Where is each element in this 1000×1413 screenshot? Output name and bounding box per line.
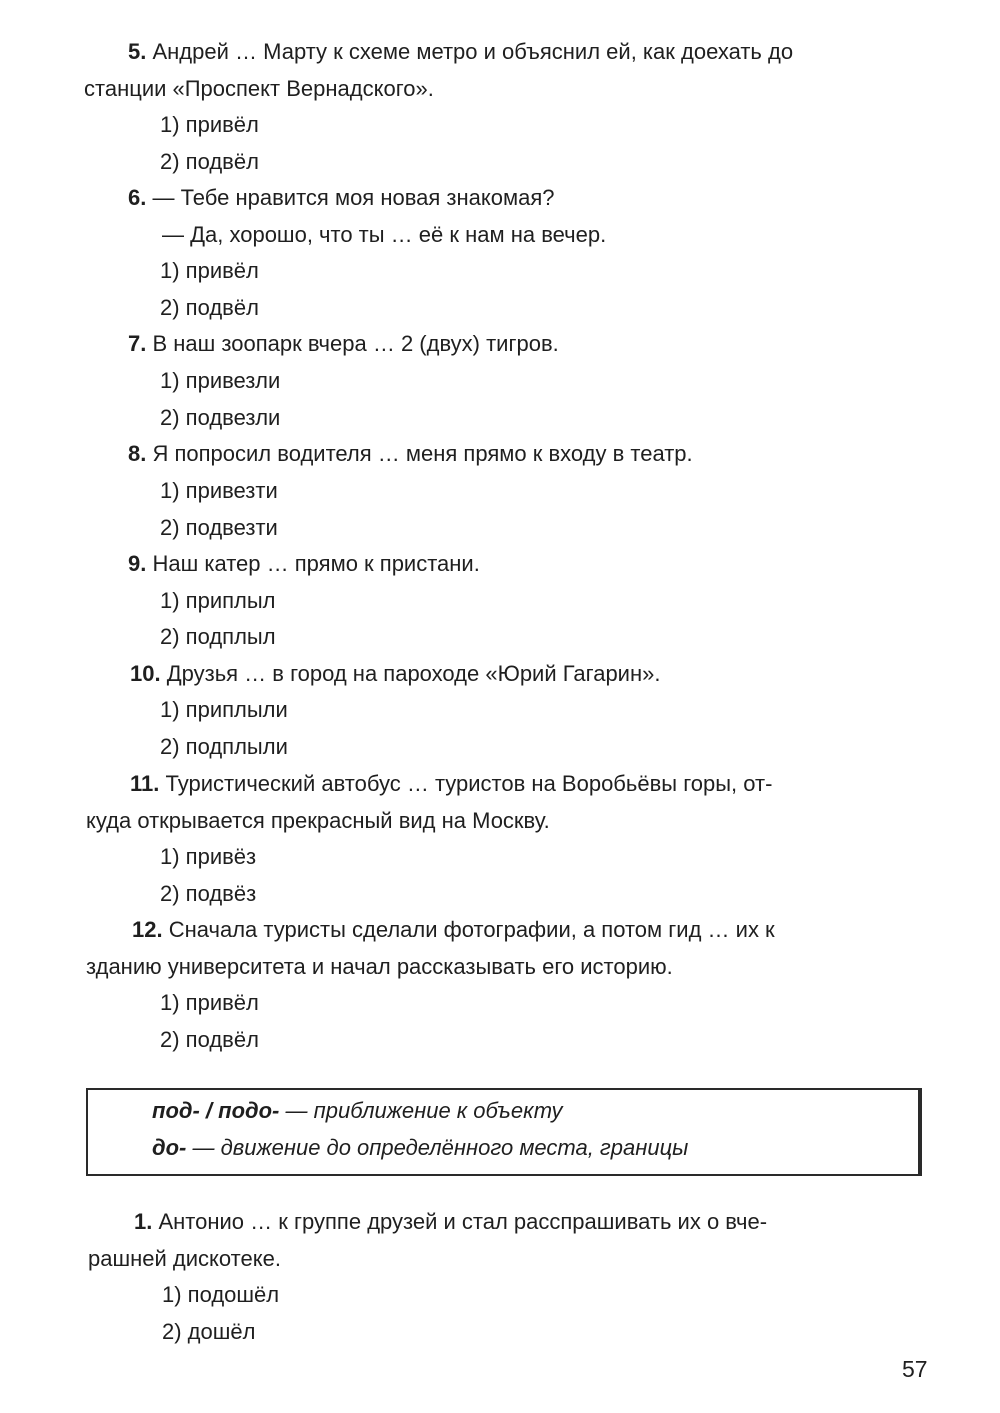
exercise-6-line-1 (128, 184, 555, 212)
exercise-number: 8. (128, 441, 147, 466)
exercise-12-line-1 (132, 916, 775, 944)
exercise-text: Наш катер … прямо к пристани. (152, 551, 480, 576)
exercise-7-line-1 (128, 330, 559, 358)
rule-line-1 (152, 1098, 563, 1124)
exercise-11-option-1: 1) привёз (160, 844, 257, 869)
exercise-text: Сначала туристы сделали фотографии, а потом гид … их к (168, 917, 775, 942)
exercise-7-option-2: 2) подвезли (160, 405, 281, 430)
exercise-number: 1. (134, 1209, 153, 1234)
rule-prefix: до- (152, 1135, 187, 1160)
rule-description: — движение до определённого места, границы (186, 1135, 689, 1160)
exercise-6-option-1: 1) привёл (160, 258, 259, 283)
page-number: 57 (902, 1356, 928, 1382)
exercise-5-option-2: 2) подвёл (160, 149, 259, 174)
exercise-text: Андрей … Марту к схеме метро и объяснил ей, как доехать до (152, 39, 794, 64)
rule-line-2 (152, 1135, 688, 1161)
exercise-number: 5. (128, 39, 147, 64)
exercise-12-option-1: 1) привёл (160, 990, 259, 1015)
exercise-9-line-1 (128, 550, 480, 578)
exercise-10-option-2: 2) подплыли (160, 734, 288, 759)
rule-box (86, 1088, 922, 1176)
exercise-7-option-1: 1) привезли (160, 368, 281, 393)
exercise-1-line-1 (134, 1208, 767, 1236)
exercise-1-option-2: 2) дошёл (162, 1319, 256, 1344)
exercise-number: 6. (128, 185, 147, 210)
exercise-6-option-2: 2) подвёл (160, 295, 259, 320)
rule-description: — приближение к объекту (279, 1098, 563, 1123)
exercise-9-option-2: 2) подплыл (160, 624, 276, 649)
exercise-number: 12. (132, 917, 163, 942)
exercise-text: В наш зоопарк вчера … 2 (двух) тигров. (152, 331, 559, 356)
exercise-10-option-1: 1) приплыли (160, 697, 288, 722)
exercise-10-line-1 (130, 660, 660, 688)
exercise-number: 10. (130, 661, 161, 686)
exercise-12-line-2: зданию университета и начал рассказывать его историю. (86, 954, 673, 979)
exercise-text: — Тебе нравится моя новая знакомая? (152, 185, 555, 210)
exercise-8-option-1: 1) привезти (160, 478, 278, 503)
exercise-11-line-1 (130, 770, 772, 798)
exercise-11-option-2: 2) подвёз (160, 881, 257, 906)
exercise-11-line-2: куда открывается прекрасный вид на Москву. (86, 808, 550, 833)
exercise-number: 11. (130, 771, 160, 796)
exercise-6-line-2: — Да, хорошо, что ты … её к нам на вечер. (162, 222, 607, 247)
exercise-8-option-2: 2) подвезти (160, 515, 278, 540)
exercise-9-option-1: 1) приплыл (160, 588, 276, 613)
exercise-number: 9. (128, 551, 147, 576)
exercise-text: Туристический автобус … туристов на Воробьёвы горы, от- (165, 771, 773, 796)
exercise-12-option-2: 2) подвёл (160, 1027, 259, 1052)
exercise-number: 7. (128, 331, 147, 356)
exercise-text: Друзья … в город на пароходе «Юрий Гагарин». (166, 661, 661, 686)
exercise-5-line-1 (128, 38, 793, 66)
exercise-5-line-2: станции «Проспект Вернадского». (84, 76, 434, 101)
exercise-1-option-1: 1) подошёл (162, 1282, 280, 1307)
exercise-1-line-2: рашней дискотеке. (88, 1246, 281, 1271)
exercise-text: Антонио … к группе друзей и стал расспрашивать их о вче- (158, 1209, 768, 1234)
rule-prefix: под- / подо- (152, 1098, 280, 1123)
exercise-5-option-1: 1) привёл (160, 112, 259, 137)
exercise-text: Я попросил водителя … меня прямо к входу в театр. (152, 441, 693, 466)
exercise-8-line-1 (128, 440, 693, 468)
